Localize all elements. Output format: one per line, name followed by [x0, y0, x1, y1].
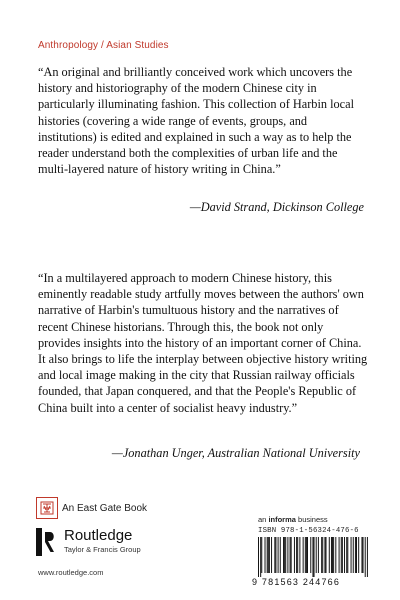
barcode-bar — [299, 537, 300, 573]
barcode-bar — [322, 537, 323, 573]
barcode-bar — [307, 537, 308, 573]
barcode-bar — [321, 537, 322, 573]
barcode — [258, 537, 368, 577]
barcode-bar — [329, 537, 330, 573]
review-attribution-1: —David Strand, Dickinson College — [189, 200, 364, 214]
barcode-bar — [324, 537, 325, 573]
barcode-bar — [312, 537, 313, 577]
publisher-name: Routledge — [64, 527, 133, 544]
category-label: Anthropology / Asian Studies — [38, 40, 169, 51]
isbn-text: ISBN 978-1-56324-476-6 — [258, 527, 359, 535]
barcode-bar — [296, 537, 297, 573]
barcode-bar — [260, 537, 261, 577]
barcode-number: 9 781563 244766 — [252, 577, 341, 587]
barcode-bar — [318, 537, 319, 573]
barcode-bar — [290, 537, 291, 573]
barcode-bar — [280, 537, 281, 573]
barcode-bar — [294, 537, 295, 573]
barcode-bar — [367, 537, 368, 577]
barcode-bar — [305, 537, 306, 573]
barcode-bar — [326, 537, 327, 573]
barcode-bar — [287, 537, 288, 573]
barcode-bar — [331, 537, 332, 573]
east-gate-book-label: An East Gate Book — [62, 502, 148, 514]
barcode-bar — [332, 537, 333, 573]
review-quote-2: “In a multilayered approach to modern Chinese history, this eminently readable study artfully moves between the authors' own narrative of Harbin's tumultuous history and the narratives of recent Chinese historians. Through this, the book not only provides insights into the history of an important corner of China. It also brings to life the interplay between objective history writing and local image making in the city that Russian railway officials founded, that Japan conquered, and that the People's Republic of China built into a center of socialist heavy industry.” — [38, 271, 368, 415]
informa-suffix: business — [295, 515, 328, 524]
barcode-bar — [358, 537, 359, 573]
barcode-bar — [347, 537, 348, 573]
barcode-bar — [341, 537, 342, 573]
barcode-bar — [310, 537, 311, 573]
barcode-bar — [278, 537, 279, 573]
publisher-url: www.routledge.com — [38, 568, 104, 577]
barcode-bar — [355, 537, 356, 573]
barcode-bar — [316, 537, 317, 573]
informa-prefix: an — [258, 515, 269, 524]
barcode-bar — [363, 537, 364, 573]
barcode-bar — [283, 537, 284, 573]
barcode-bar — [303, 537, 304, 573]
barcode-bar — [351, 537, 352, 573]
informa-business-label — [258, 515, 328, 524]
barcode-bar — [265, 537, 266, 573]
barcode-bar — [339, 537, 340, 573]
barcode-bar — [269, 537, 270, 573]
barcode-bar — [268, 537, 269, 573]
barcode-bar — [284, 537, 285, 573]
barcode-bar — [361, 537, 362, 573]
barcode-bar — [356, 537, 357, 573]
routledge-logo-icon — [36, 528, 58, 556]
barcode-bar — [274, 537, 275, 573]
review-attribution-2: —Jonathan Unger, Australian National University — [111, 446, 360, 460]
informa-brand: informa — [268, 515, 296, 524]
review-quote-1: “An original and brilliantly conceived work which uncovers the history and historiography of the modern Chinese city in particularly illuminating fashion. This collection of Harbin local histories (covering a wide range of events, groups, and institutions) is edited and explained in such a way as to help the reader understand both the complexities of urban life and the multi-layered nature of history writing in China.” — [38, 65, 354, 177]
barcode-bar — [297, 537, 298, 573]
barcode-bar — [342, 537, 343, 573]
barcode-bar — [365, 537, 366, 577]
publisher-subtitle: Taylor & Francis Group — [64, 545, 141, 554]
barcode-bar — [285, 537, 286, 573]
barcode-bar — [353, 537, 354, 573]
barcode-bar — [346, 537, 347, 573]
barcode-bar — [314, 537, 315, 577]
barcode-bar — [344, 537, 345, 573]
barcode-bar — [261, 537, 262, 573]
east-gate-book-badge — [36, 497, 147, 519]
barcode-bar — [291, 537, 292, 573]
barcode-bar — [275, 537, 276, 573]
barcode-bar — [258, 537, 259, 577]
barcode-bar — [335, 537, 336, 573]
barcode-bar — [271, 537, 272, 573]
barcode-bar — [306, 537, 307, 573]
barcode-bar — [333, 537, 334, 573]
east-gate-seal-icon — [36, 497, 58, 519]
barcode-bar — [267, 537, 268, 573]
